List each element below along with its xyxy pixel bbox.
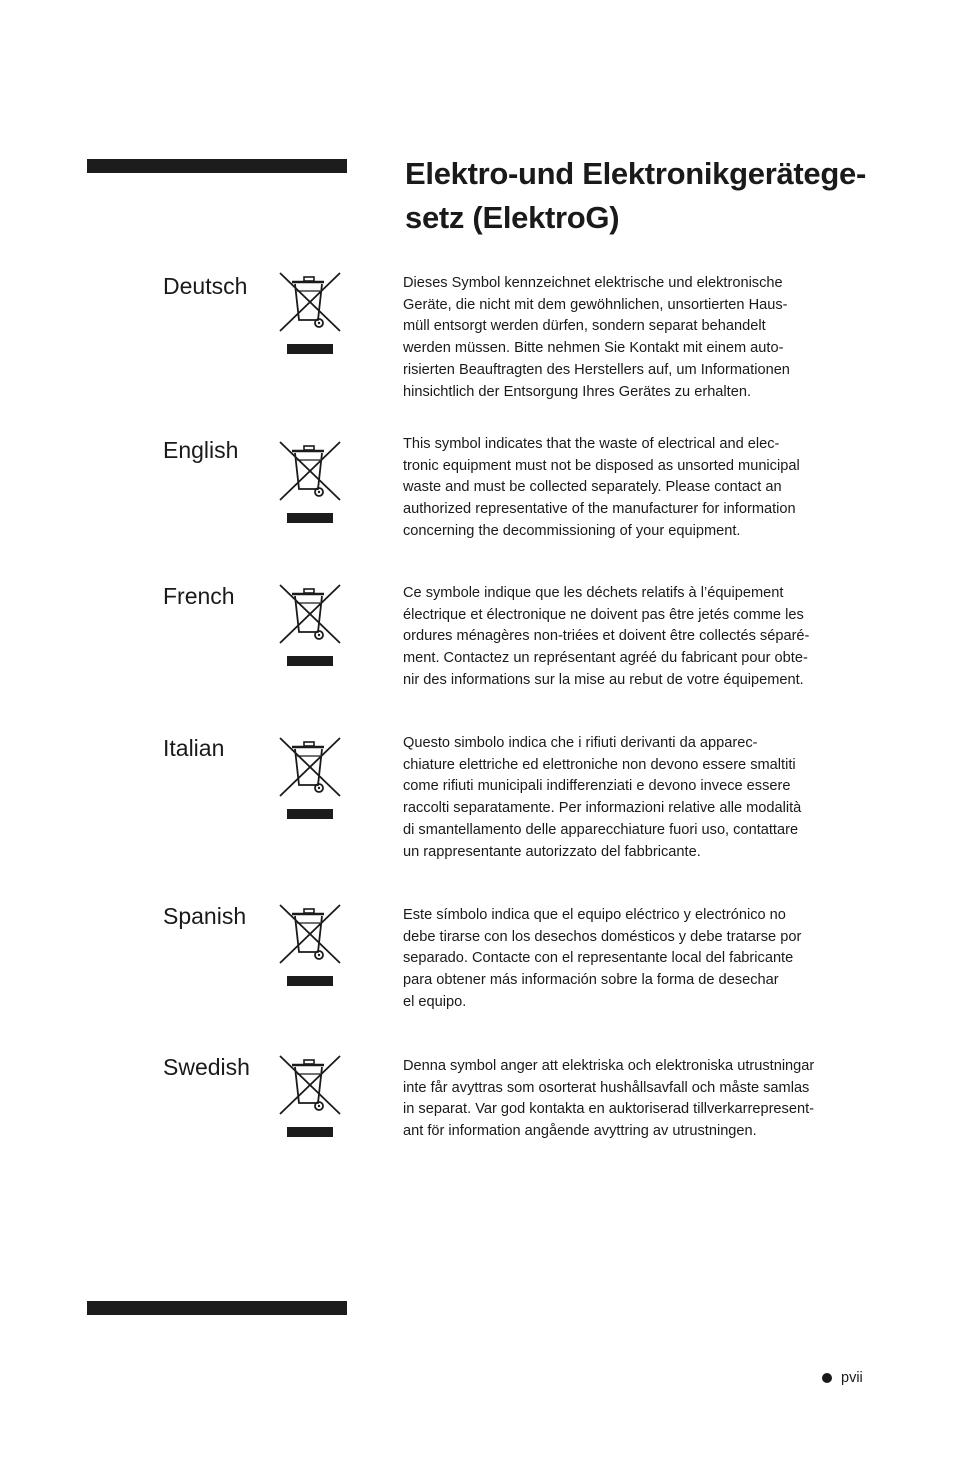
text-line: waste and must be collected separately. Please contact an — [403, 479, 782, 496]
weee-symbol-icon — [278, 440, 342, 524]
language-label-spanish: Spanish — [163, 903, 247, 929]
text-line: müll entsorgt werden dürfen, sondern separat behandelt — [403, 318, 766, 335]
text-line: chiature elettriche ed elettroniche non devono essere smaltiti — [403, 756, 796, 773]
language-label-french: French — [163, 583, 235, 609]
text-line: come rifiuti municipali indifferenziati e devono invece essere — [403, 778, 791, 795]
title-line-2: setz (ElektroG) — [405, 200, 620, 235]
text-line: nir des informations sur la mise au rebut de votre équipement. — [403, 671, 804, 688]
paragraph-french — [403, 583, 873, 692]
text-line: Ce symbole indique que les déchets relatifs à l’équipement — [403, 585, 784, 601]
paragraph-english — [403, 434, 873, 543]
text-line: ordures ménagères non-triées et doivent être collectés séparé- — [403, 628, 810, 645]
weee-symbol-icon — [278, 736, 342, 820]
text-line: separado. Contacte con el representante local del fabricante — [403, 950, 794, 967]
paragraph-swedish — [403, 1056, 873, 1143]
weee-symbol-icon — [278, 1054, 342, 1138]
bullet-icon — [822, 1373, 832, 1383]
weee-symbol-icon — [278, 583, 342, 667]
weee-symbol-icon — [278, 903, 342, 987]
text-line: ment. Contactez un représentant agréé du fabricant pour obte- — [403, 650, 808, 667]
text-line: This symbol indicates that the waste of electrical and elec- — [403, 436, 780, 452]
page-title — [405, 152, 905, 240]
page-footer — [822, 1368, 863, 1388]
text-line: authorized representative of the manufacturer for information — [403, 501, 796, 518]
text-line: Dieses Symbol kennzeichnet elektrische und elektronische — [403, 275, 783, 291]
bottom-decorative-rule — [87, 1301, 347, 1315]
weee-symbol-icon — [278, 271, 342, 355]
text-line: électrique et électronique ne doivent pas être jetés comme les — [403, 606, 804, 623]
text-line: di smantellamento delle apparecchiature fuori uso, contattare — [403, 821, 799, 838]
text-line: risierten Beauftragten des Herstellers auf, um Informationen — [403, 361, 790, 378]
language-label-italian: Italian — [163, 735, 225, 761]
language-label-swedish: Swedish — [163, 1054, 250, 1080]
title-line-1: Elektro-und Elektronikgerätege- — [405, 156, 866, 191]
paragraph-deutsch — [403, 273, 873, 403]
text-line: concerning the decommissioning of your equipment. — [403, 522, 741, 539]
text-line: hinsichtlich der Entsorgung Ihres Gerätes zu erhalten. — [403, 383, 752, 400]
text-line: Denna symbol anger att elektriska och elektroniska utrustningar — [403, 1058, 815, 1074]
paragraph-spanish — [403, 905, 873, 1014]
paragraph-italian — [403, 733, 873, 863]
language-label-deutsch: Deutsch — [163, 273, 248, 299]
text-line: tronic equipment must not be disposed as unsorted municipal — [403, 457, 800, 474]
text-line: para obtener más información sobre la forma de desechar — [403, 972, 779, 989]
text-line: un rappresentante autorizzato del fabbricante. — [403, 843, 701, 860]
text-line: Geräte, die nicht mit dem gewöhnlichen, unsortierten Haus- — [403, 296, 788, 313]
top-decorative-rule — [87, 159, 347, 173]
text-line: Questo simbolo indica che i rifiuti derivanti da apparec- — [403, 735, 758, 751]
language-label-english: English — [163, 437, 239, 463]
text-line: inte får avyttras som osorterat hushållsavfall och måste samlas — [403, 1079, 810, 1096]
text-line: in separat. Var god kontakta en auktoriserad tillverkarrepresent- — [403, 1101, 814, 1118]
text-line: raccolti separatamente. Per informazioni relative alle modalità — [403, 800, 802, 817]
text-line: ant för information angående avyttring av utrustningen. — [403, 1123, 757, 1140]
text-line: debe tirarse con los desechos domésticos y debe tratarse por — [403, 928, 802, 945]
text-line: Este símbolo indica que el equipo eléctrico y electrónico no — [403, 907, 786, 923]
page-number: pvii — [841, 1370, 863, 1386]
text-line: werden müssen. Bitte nehmen Sie Kontakt mit einem auto- — [403, 340, 784, 357]
text-line: el equipo. — [403, 993, 467, 1010]
